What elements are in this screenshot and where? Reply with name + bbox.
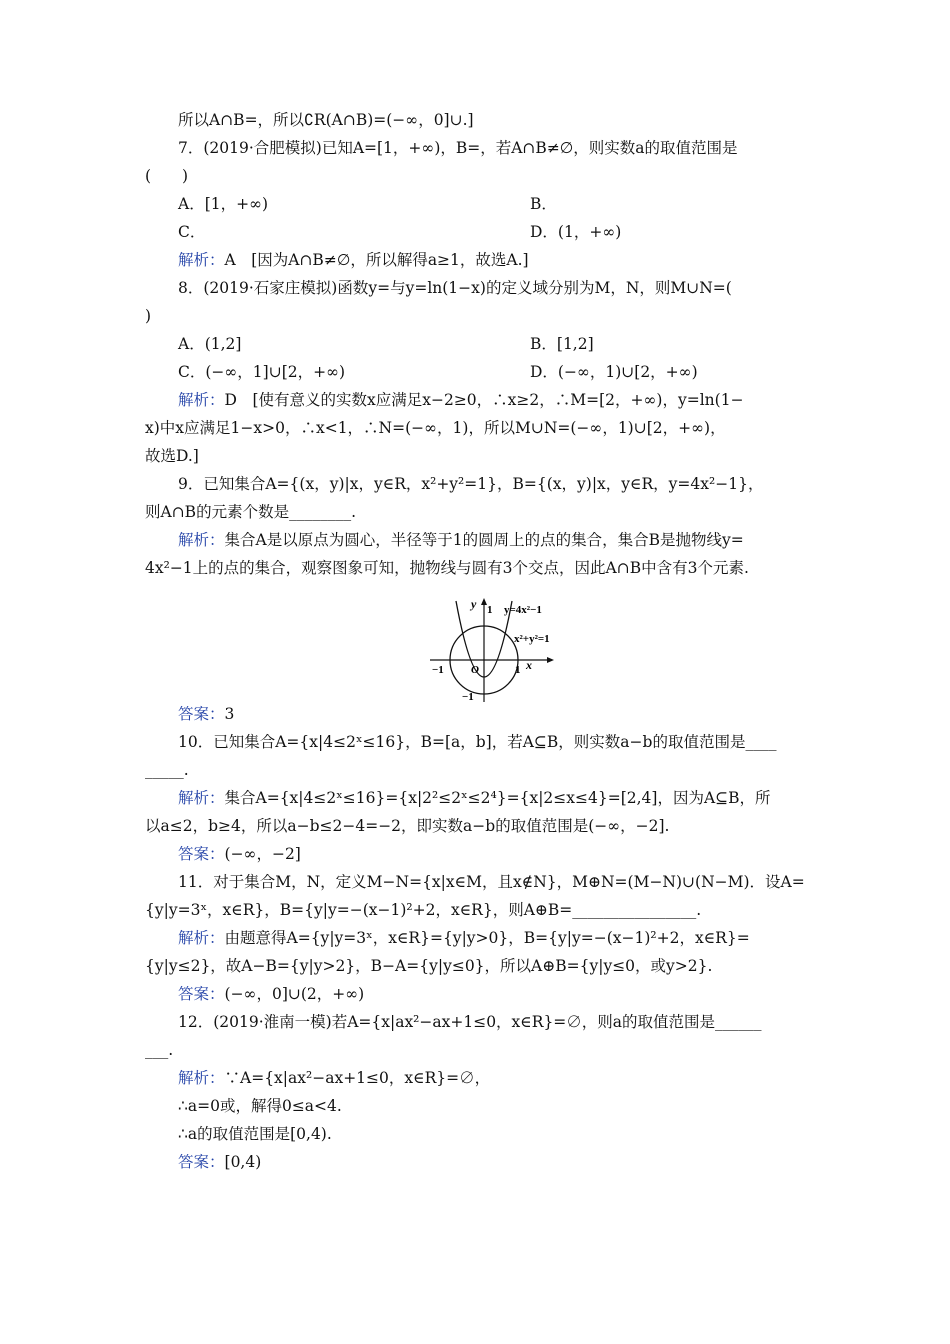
text-line [145, 558, 749, 578]
origin-label: O [471, 664, 479, 676]
x-tick-neg1: −1 [432, 664, 444, 676]
text-line [145, 306, 151, 326]
text-line [145, 502, 356, 522]
text-line [178, 1096, 342, 1116]
text-line [145, 816, 669, 836]
line-text: 故选D.] [145, 447, 199, 465]
line-text: {y|y=3ˣ，x∈R}，B={y|y=−(x−1)²+2，x∈R}，则A⊕B=________________. [145, 901, 702, 919]
text-line [145, 1040, 173, 1060]
text-line [178, 390, 744, 410]
line-text: 4x²−1上的点的集合，观察图象可知，抛物线与圆有3个交点，因此A∩B中含有3个元素. [145, 559, 749, 577]
line-text: A．[1，+∞) [178, 195, 269, 213]
line-text: x)中x应满足1−x>0，∴x<1，∴N=(−∞，1)，所以M∪N=(−∞，1)∪[2，+∞)， [145, 419, 726, 437]
choice-option: B． [530, 195, 557, 213]
text-line [178, 362, 345, 382]
line-text: (−∞，−2] [224, 845, 301, 863]
choice-option: D．(1，+∞) [530, 223, 622, 241]
text-line [178, 788, 771, 808]
line-text: D [使有意义的实数x应满足x−2≥0，∴x≥2，∴M=[2，+∞)，y=ln(1− [224, 391, 744, 409]
text-line [145, 956, 712, 976]
choice-option: B．[1,2] [530, 335, 594, 353]
line-text: 以a≤2，b≥4，所以a−b≤2−4=−2，即实数a−b的取值范围是(−∞，−2]. [145, 817, 670, 835]
line-text: 11．对于集合M，N，定义M−N={x|x∈M，且x∉N}，M⊕N=(M−N)∪(N−M)．设A= [178, 873, 805, 891]
text-line [178, 138, 738, 158]
text-line [178, 704, 234, 724]
line-text: ___. [145, 1041, 174, 1059]
line-text: (−∞，0]∪(2，+∞) [224, 985, 365, 1003]
text-line [178, 872, 805, 892]
line-text: 所以A∩B=，所以∁R(A∩B)=(−∞，0]∪.] [178, 111, 474, 129]
text-line [178, 334, 241, 354]
x-axis-label: x [526, 658, 532, 672]
text-line [145, 446, 199, 466]
text-line [145, 900, 701, 920]
line-text: A．(1,2] [178, 335, 242, 353]
text-line [145, 166, 188, 186]
text-line [178, 222, 205, 242]
text-line [178, 844, 301, 864]
solution-tag: 答案： [178, 845, 225, 863]
text-line [178, 1068, 490, 1088]
line-text: _____. [145, 761, 189, 779]
solution-tag: 答案： [178, 705, 225, 723]
circle-parabola-figure [420, 598, 570, 706]
line-text: C． [178, 223, 206, 241]
solution-tag: 解析： [178, 789, 225, 807]
line-text: 10．已知集合A={x|4≤2ˣ≤16}，B=[a，b]，若A⊆B，则实数a−b的取值范围是____ [178, 733, 777, 751]
line-text: 集合A={x|4≤2ˣ≤16}={x|2²≤2ˣ≤2⁴}={x|2≤x≤4}=[2,4]，因为A⊆B，所 [224, 789, 771, 807]
line-text: ∵A={x|ax²−ax+1≤0，x∈R}=∅， [224, 1069, 491, 1087]
solution-tag: 解析： [178, 1069, 225, 1087]
text-line [178, 250, 529, 270]
line-text: A [因为A∩B≠∅，所以解得a≥1，故选A.] [224, 251, 529, 269]
text-line [178, 110, 474, 130]
text-line [178, 984, 364, 1004]
line-text: C．(−∞，1]∪[2，+∞) [178, 363, 346, 381]
text-line [145, 418, 726, 438]
y-tick-neg1: −1 [462, 691, 474, 703]
text-line [178, 1124, 332, 1144]
solution-tag: 解析： [178, 391, 225, 409]
solution-tag: 答案： [178, 1153, 225, 1171]
line-text: 集合A是以原点为圆心，半径等于1的圆周上的点的集合，集合B是抛物线y= [224, 531, 744, 549]
solution-tag: 解析： [178, 929, 225, 947]
text-line [145, 760, 189, 780]
choice-option: D．(−∞，1)∪[2，+∞) [530, 363, 698, 381]
y-axis-label: y [471, 598, 477, 611]
line-text: ∴a的取值范围是[0,4). [178, 1125, 332, 1143]
x-tick-1: 1 [515, 664, 521, 676]
line-text: 12．(2019·淮南一模)若A={x|ax²−ax+1≤0，x∈R}=∅，则a的取值范围是______ [178, 1013, 762, 1031]
parabola-label: y=4x²−1 [504, 604, 542, 616]
line-text: 则A∩B的元素个数是________. [145, 503, 356, 521]
text-line [178, 194, 268, 214]
line-text: 由题意得A={y|y=3ˣ，x∈R}={y|y>0}，B={y|y=−(x−1)²+2，x∈R}= [224, 929, 750, 947]
line-text: ∴a=0或，解得0≤a<4. [178, 1097, 342, 1115]
solution-tag: 解析： [178, 251, 225, 269]
text-line [178, 530, 744, 550]
line-text: [0,4) [224, 1153, 262, 1171]
text-line [178, 732, 776, 752]
text-line [178, 1012, 762, 1032]
text-line [178, 278, 732, 298]
line-text: 8．(2019·石家庄模拟)函数y=与y=ln(1−x)的定义域分别为M，N，则M∪N=( [178, 279, 732, 297]
solution-tag: 答案： [178, 985, 225, 1003]
line-text: 9．已知集合A={(x，y)|x，y∈R，x²+y²=1}，B={(x，y)|x，y∈R，y=4x²−1}， [178, 475, 764, 493]
line-text: ( ) [145, 167, 189, 185]
y-tick-1: 1 [487, 604, 493, 616]
text-line [178, 928, 750, 948]
solution-tag: 解析： [178, 531, 225, 549]
text-line [178, 1152, 261, 1172]
line-text: 7．(2019·合肥模拟)已知A=[1，+∞)，B=，若A∩B≠∅，则实数a的取值范围是 [178, 139, 738, 157]
x-axis-arrow [547, 657, 554, 663]
line-text: 3 [224, 705, 235, 723]
line-text: {y|y≤2}，故A−B={y|y>2}，B−A={y|y≤0}，所以A⊕B={y|y≤0，或y>2}. [145, 957, 713, 975]
text-line [178, 474, 763, 494]
line-text: ) [145, 307, 152, 325]
circle-label: x²+y²=1 [514, 633, 550, 645]
